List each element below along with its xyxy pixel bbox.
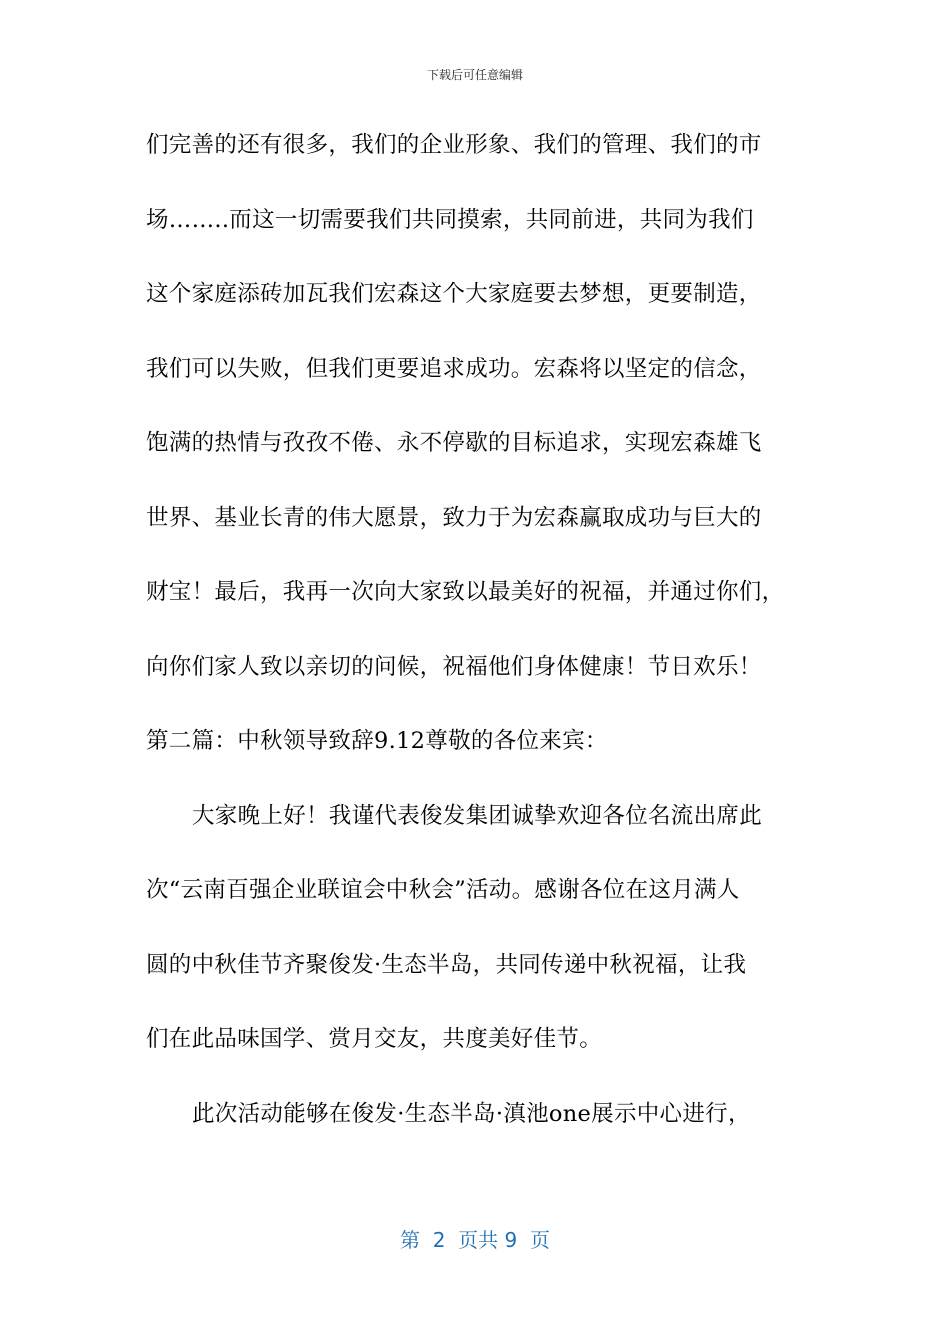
text-line: 们在此品味国学、赏月交友，共度美好佳节。 <box>146 1026 603 1052</box>
text-line: 财宝！最后，我再一次向大家致以最美好的祝福，并通过你们， <box>146 579 785 605</box>
text-line: 场……..而这一切需要我们共同摸索，共同前进，共同为我们 <box>146 206 754 233</box>
section-heading: 第二篇：中秋领导致辞9.12尊敬的各位来宾： <box>146 728 608 754</box>
text-line: 饱满的热情与孜孜不倦、永不停歇的目标追求，实现宏森雄飞 <box>146 430 762 456</box>
text-line: 世界、基业长青的伟大愿景，致力于为宏森赢取成功与巨大的 <box>146 504 762 531</box>
text-line: 向你们家人致以亲切的问候，祝福他们身体健康！节日欢乐！ <box>146 653 762 680</box>
text-line: 次“云南百强企业联谊会中秋会”活动。感谢各位在这月满人 <box>146 877 740 903</box>
paragraph-first-line: 此次活动能够在俊发·生态半岛·滇池one展示中心进行， <box>192 1100 751 1127</box>
document-body <box>146 118 806 1161</box>
paragraph-first-line: 大家晚上好！我谨代表俊发集团诚挚欢迎各位名流出席此 <box>192 802 763 829</box>
text-line: 这个家庭添砖加瓦我们宏森这个大家庭要去梦想，更要制造， <box>146 281 762 307</box>
text-line: 我们可以失败，但我们更要追求成功。宏森将以坚定的信念， <box>146 355 762 382</box>
text-line: 们完善的还有很多，我们的企业形象、我们的管理、我们的市 <box>146 132 762 158</box>
text-line: 圆的中秋佳节齐聚俊发·生态半岛，共同传递中秋祝福，让我 <box>146 951 747 978</box>
page-number-footer: 第 2 页共 9 页 <box>400 1228 550 1252</box>
page-header: 下载后可任意编辑 <box>426 68 523 82</box>
